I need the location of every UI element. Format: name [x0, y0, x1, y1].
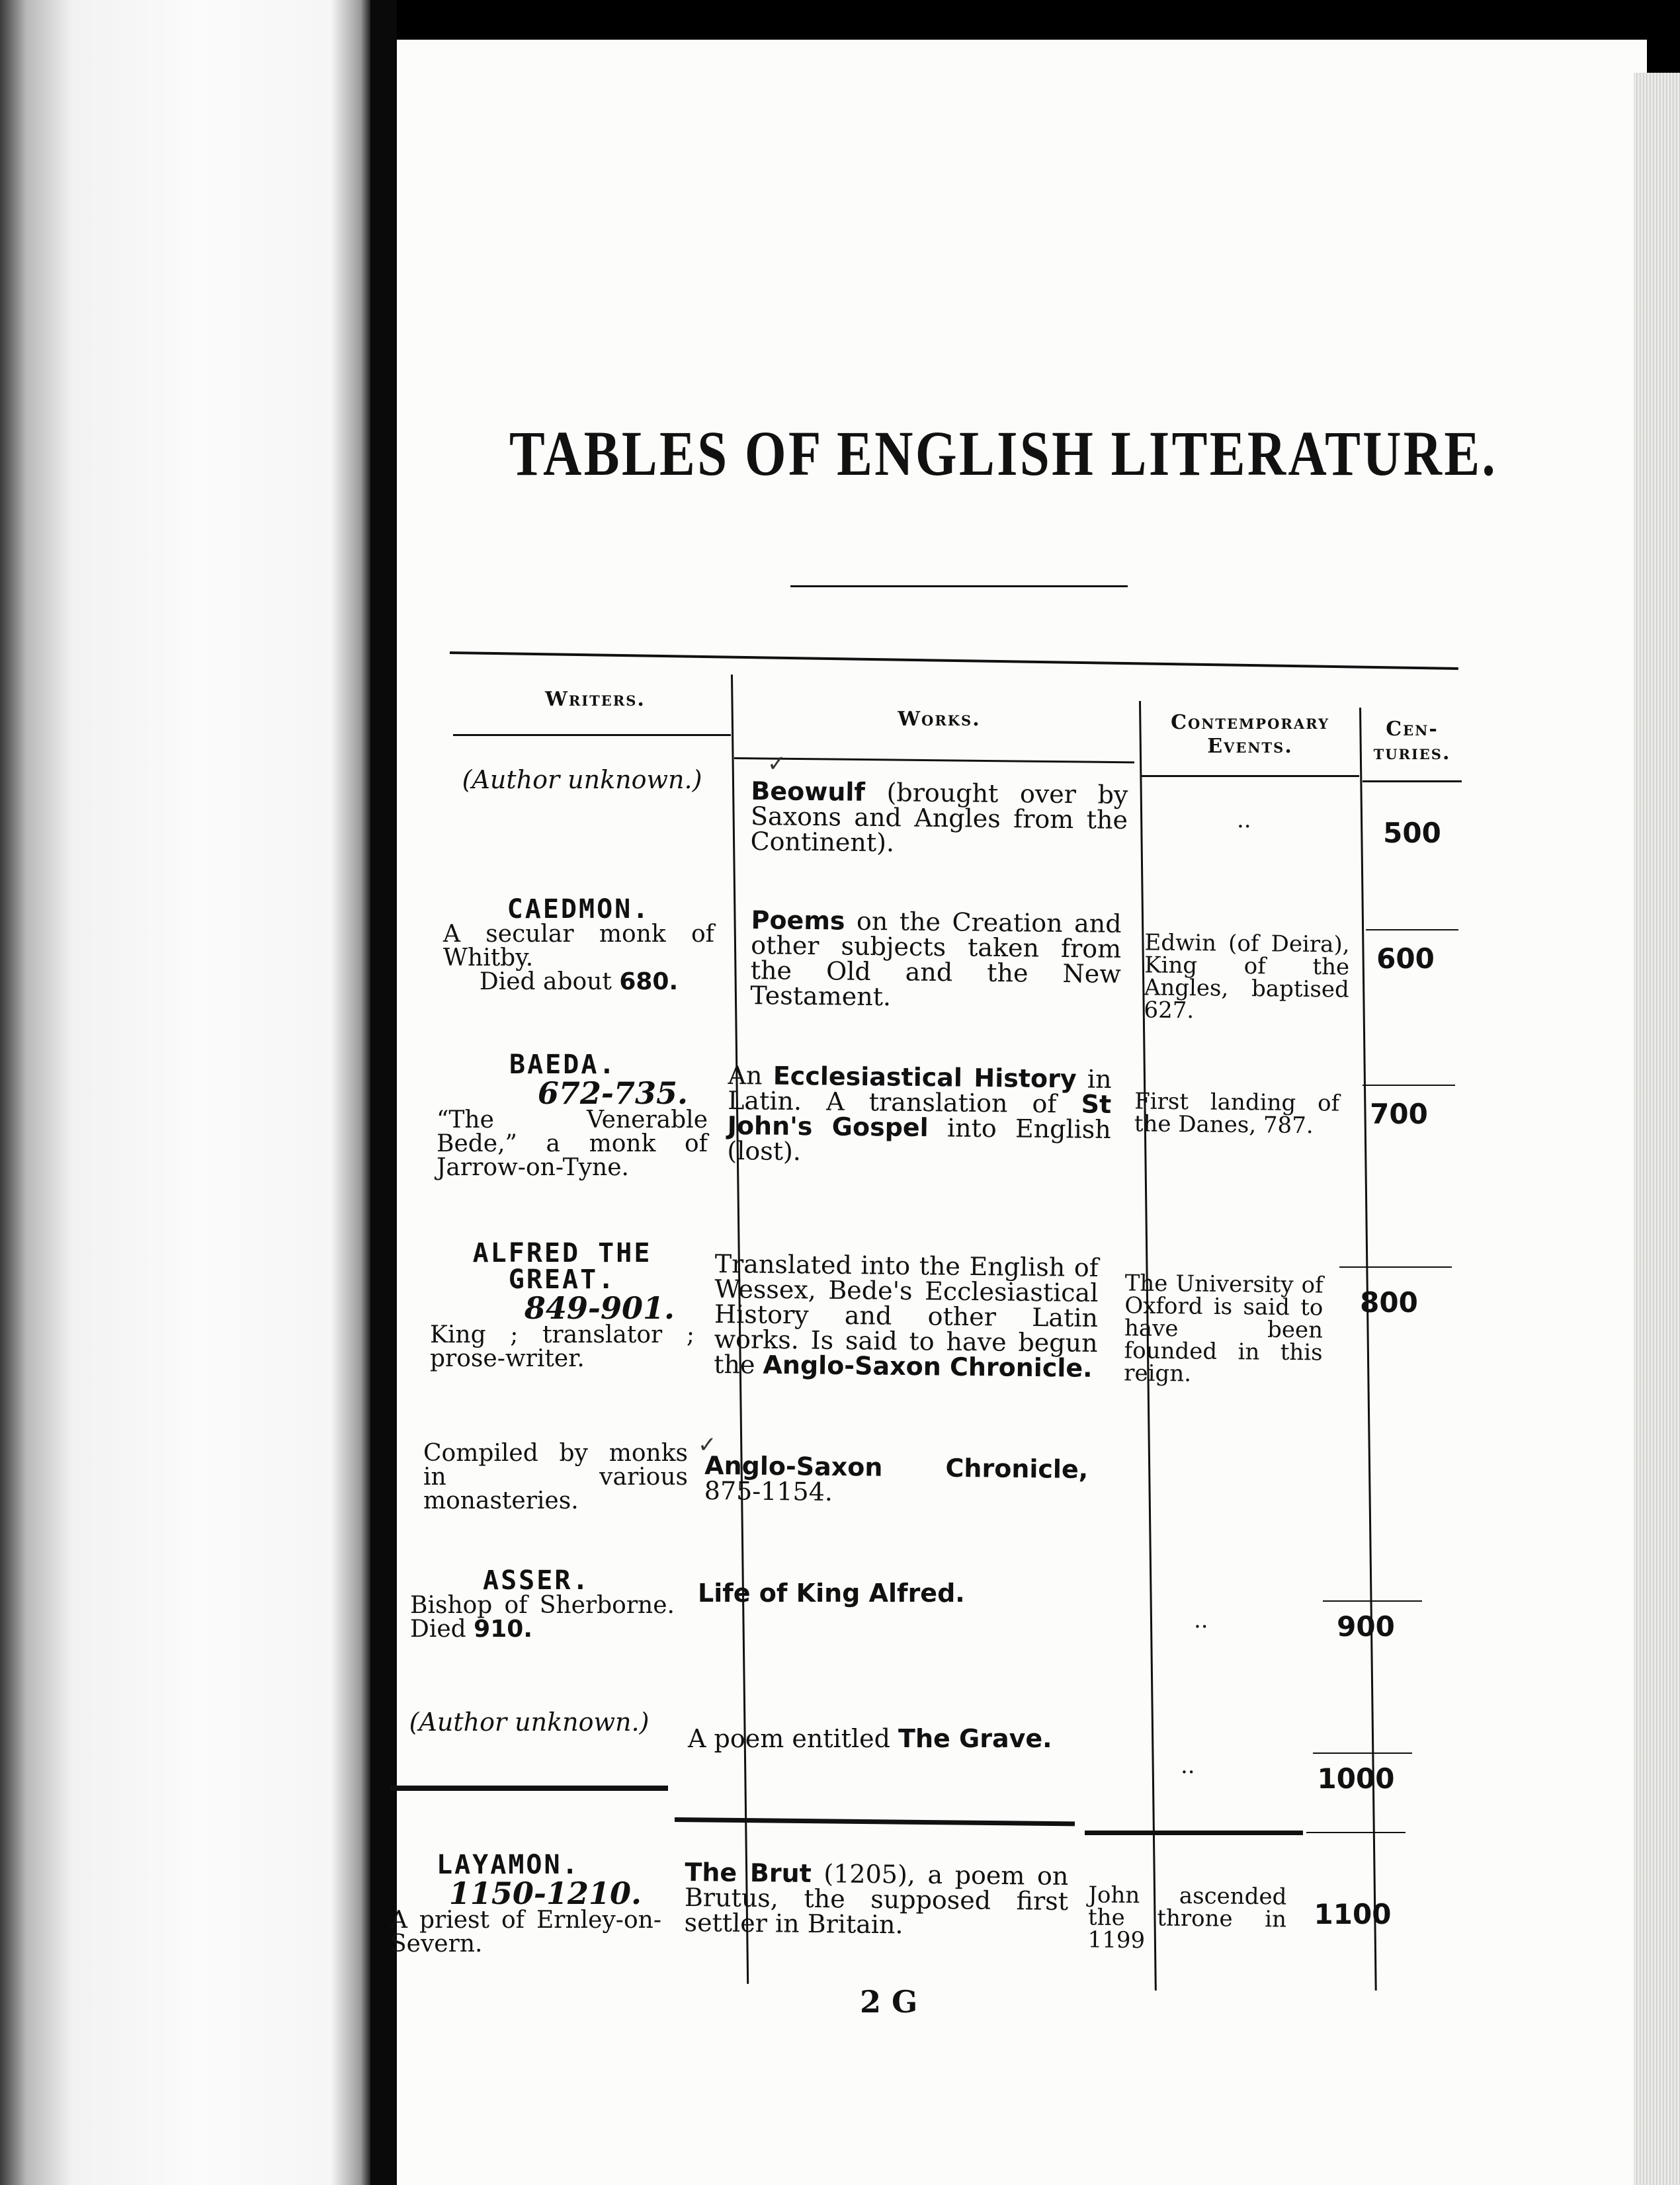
row7-event: .. — [1181, 1752, 1195, 1779]
row4-work-pre: Translated into the English of Wessex, Bede's Ecclesiastical History and other Latin works. Is said to have begun the — [713, 1249, 1099, 1380]
row7-work-title: The Grave. — [898, 1724, 1052, 1753]
row8-work — [684, 1857, 1069, 1940]
row4-writer-desc: King ; translator ; prose-writer. — [430, 1321, 694, 1372]
left-page — [0, 0, 370, 2185]
row4-work — [714, 1251, 1099, 1381]
century-rule-1000 — [1313, 1752, 1412, 1754]
row1-century: 500 — [1383, 817, 1441, 849]
row1-work-title: Beowulf — [751, 776, 866, 807]
row3-work-pre: An — [728, 1060, 774, 1091]
row8-work-text: (1205), a poem on Brutus, the supposed first settler in Britain. — [684, 1858, 1069, 1940]
row5-writer-desc: Compiled by monks in various monasteries. — [423, 1440, 688, 1514]
row7-work — [688, 1726, 1071, 1751]
row5-work — [704, 1450, 1089, 1507]
row2-died-label: Died about — [479, 968, 620, 995]
row8-writer — [390, 1852, 661, 1956]
period-divider-rule-1 — [390, 1786, 668, 1791]
row5-work-title: Anglo-Saxon Chronicle, — [704, 1450, 1089, 1485]
header-rule-writers — [453, 734, 731, 736]
row6-event: .. — [1194, 1607, 1208, 1633]
row2-writer-name: CAEDMON. — [507, 894, 651, 925]
row2-died-year: 680. — [619, 968, 679, 995]
row3-event: First landing of the Danes, 787. — [1134, 1088, 1340, 1139]
row6-work-title: Life of King Alfred. — [698, 1579, 965, 1608]
row3-work-title2: St John's Gospel — [727, 1089, 1112, 1143]
row2-work-text: on the Creation and other subjects taken from the Old and the New Testament. — [750, 906, 1122, 1012]
century-rule-900 — [1323, 1600, 1422, 1602]
period-divider-rule-3 — [1085, 1831, 1303, 1835]
row4-writer — [430, 1240, 694, 1371]
row6-century: 900 — [1337, 1610, 1395, 1643]
row1-writer: (Author unknown.) — [462, 765, 702, 794]
row3-century: 700 — [1370, 1098, 1428, 1130]
header-rule-events — [1141, 775, 1359, 777]
row5-writer — [423, 1442, 688, 1513]
row8-event: John ascended the throne in 1199 — [1087, 1881, 1287, 1954]
row2-work — [750, 907, 1122, 1012]
century-rule-600 — [1366, 929, 1458, 930]
row3-writer — [437, 1051, 708, 1180]
century-rule-700 — [1363, 1085, 1455, 1086]
row3-writer-desc: “The Venerable Bede,” a monk of Jarrow-on-Tyne. — [437, 1106, 708, 1181]
row7-work-pre: A poem entitled — [688, 1724, 899, 1753]
row2-work-title: Poems — [751, 905, 845, 936]
row8-work-title: The Brut — [685, 1857, 812, 1888]
row6-desc-text: Bishop of Sherborne. Died — [410, 1592, 675, 1643]
century-rule-800 — [1339, 1266, 1452, 1268]
row1-work-text: (brought over by Saxons and Angles from the Continent). — [750, 777, 1128, 858]
row4-writer-dates: 849-901. — [524, 1290, 675, 1326]
row4-event: The University of Oxford is said to have been founded in this reign. — [1124, 1270, 1323, 1387]
signature-mark: 2 G — [860, 1984, 918, 2020]
row4-work-title: Anglo-Saxon Chronicle. — [763, 1350, 1093, 1383]
header-centuries: Cen- turies. — [1373, 718, 1451, 764]
row2-writer — [443, 896, 714, 994]
header-writers: Writers. — [545, 688, 646, 711]
row2-event: Edwin (of Deira), King of the Angles, baptised 627. — [1144, 929, 1350, 1024]
row4-writer-name: ALFRED THE GREAT. — [472, 1238, 652, 1295]
page-edge — [1634, 73, 1680, 2185]
row6-writer-desc — [410, 1594, 675, 1641]
row7-writer: (Author unknown.) — [409, 1708, 650, 1737]
row5-work-text: 875-1154. — [704, 1475, 833, 1506]
row2-century: 600 — [1376, 942, 1435, 975]
row6-died-year: 910. — [474, 1616, 532, 1643]
row4-century: 800 — [1360, 1286, 1418, 1319]
row6-writer — [410, 1567, 675, 1641]
row3-writer-name: BAEDA. — [509, 1050, 617, 1080]
title-rule — [790, 585, 1128, 587]
row7-century: 1000 — [1317, 1762, 1395, 1795]
row1-event: .. — [1237, 807, 1251, 833]
page-title: TABLES OF ENGLISH LITERATURE. — [509, 418, 1498, 489]
row3-writer-dates: 672-735. — [537, 1075, 688, 1111]
check-mark: ✓ — [767, 751, 786, 777]
row3-work-text: into English (lost). — [727, 1113, 1112, 1167]
header-works: Works. — [898, 708, 981, 731]
row6-writer-name: ASSER. — [483, 1565, 591, 1596]
row2-writer-died — [443, 970, 714, 994]
row8-century: 1100 — [1314, 1898, 1392, 1930]
row3-work-mid: in Latin. A translation of — [727, 1064, 1112, 1119]
row2-writer-desc: A secular monk of Whitby. — [443, 921, 714, 971]
row3-work — [727, 1060, 1112, 1167]
period-divider-rule-4 — [1306, 1832, 1406, 1833]
header-rule-centuries — [1363, 780, 1462, 782]
header-events: Contemporary Events. — [1171, 711, 1329, 758]
row6-work — [698, 1581, 1081, 1606]
check-mark-2: ✓ — [698, 1432, 717, 1458]
row8-writer-name: LAYAMON. — [437, 1850, 580, 1880]
row3-work-title: Ecclesiastical History — [773, 1061, 1077, 1094]
row8-writer-desc: A priest of Ernley-on-Severn. — [390, 1907, 661, 1958]
row1-work — [750, 778, 1128, 858]
row8-writer-dates: 1150-1210. — [448, 1876, 642, 1911]
